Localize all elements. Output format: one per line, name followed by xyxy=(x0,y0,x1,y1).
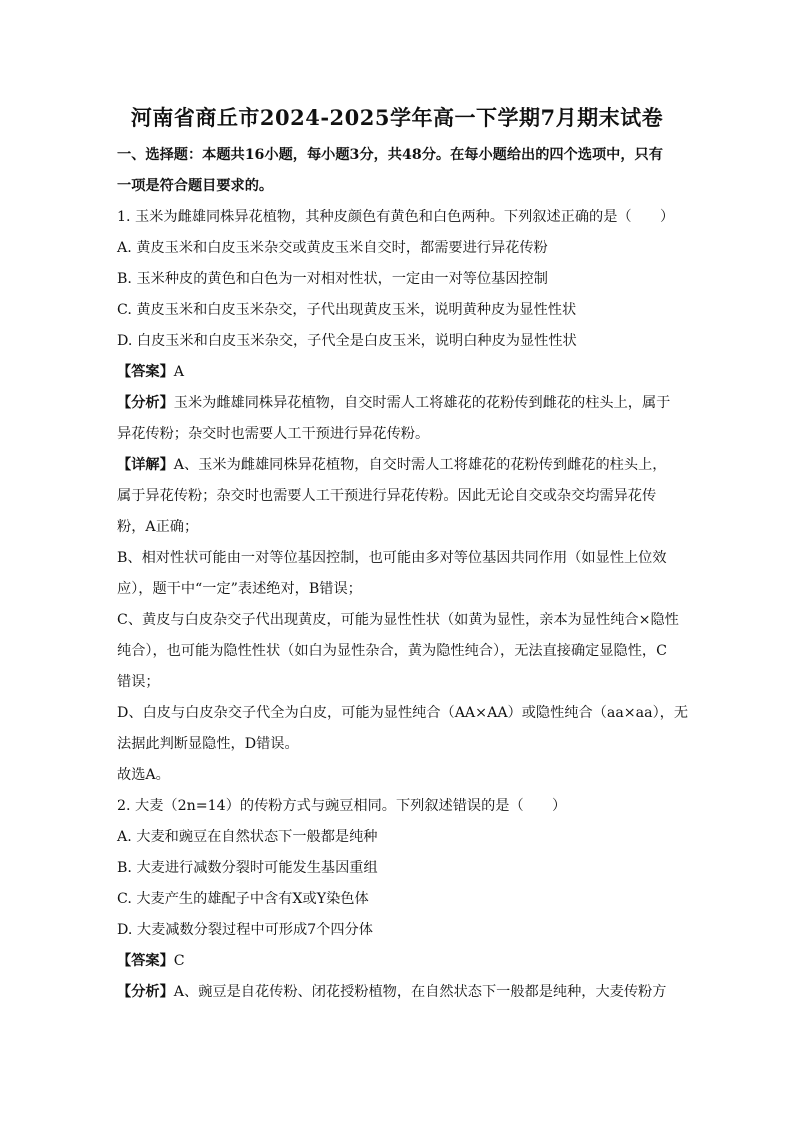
analysis-text: A、豌豆是自花传粉、闭花授粉植物，在自然状态下一般都是纯种，大麦传粉方 xyxy=(173,984,667,1000)
question-1-option-b: B. 玉米种皮的黄色和白色为一对相对性状，一定由一对等位基因控制 xyxy=(117,271,548,287)
question-1-detail-line-4: B、相对性状可能由一对等位基因控制，也可能由多对等位基因共同作用（如显性上位效 xyxy=(117,550,667,566)
question-1-detail-line-10: 法据此判断显隐性，D错误。 xyxy=(117,736,299,752)
question-1-detail-line-8: 错误； xyxy=(117,674,160,690)
answer-value: C xyxy=(173,953,185,969)
analysis-tag: 【分析】 xyxy=(117,395,174,411)
question-1-detail-line-2: 属于异花传粉；杂交时也需要人工干预进行异花传粉。因此无论自交或杂交均需异花传 xyxy=(117,488,657,504)
question-1-detail-line-1 xyxy=(117,455,677,475)
question-1-detail-line-6: C、黄皮与白皮杂交子代出现黄皮，可能为显性性状（如黄为显性，亲本为显性纯合×隐性 xyxy=(117,612,679,628)
answer-value: A xyxy=(173,364,185,380)
analysis-text: 玉米为雌雄同株异花植物，自交时需人工将雄花的花粉传到雌花的柱头上，属于 xyxy=(173,395,671,411)
question-2-answer xyxy=(117,951,677,971)
question-1-conclusion: 故选A。 xyxy=(117,767,170,783)
question-2-option-a: A. 大麦和豌豆在自然状态下一般都是纯种 xyxy=(117,829,378,845)
question-1-detail-line-3: 粉，A正确； xyxy=(117,519,199,535)
question-1-stem: 1. 玉米为雌雄同株异花植物，其种皮颜色有黄色和白色两种。下列叙述正确的是（ ） xyxy=(117,209,675,225)
question-2-stem: 2. 大麦（2n=14）的传粉方式与豌豆相同。下列叙述错误的是（ ） xyxy=(117,798,567,814)
question-1-option-c: C. 黄皮玉米和白皮玉米杂交，子代出现黄皮玉米，说明黄种皮为显性性状 xyxy=(117,302,577,318)
question-1-detail-line-7: 纯合），也可能为隐性性状（如白为显性杂合，黄为隐性纯合），无法直接确定显隐性，C xyxy=(117,643,667,659)
answer-tag: 【答案】 xyxy=(117,364,174,380)
question-2-option-c: C. 大麦产生的雄配子中含有X或Y染色体 xyxy=(117,891,369,907)
section-heading-line-1: 一、选择题：本题共16小题，每小题3分，共48分。在每小题给出的四个选项中，只有 xyxy=(117,147,663,163)
question-2-option-b: B. 大麦进行减数分裂时可能发生基因重组 xyxy=(117,860,378,876)
question-1-detail-line-9: D、白皮与白皮杂交子代全为白皮，可能为显性纯合（AA×AA）或隐性纯合（aa×aa），无 xyxy=(117,705,689,721)
question-1-analysis-line-2: 异花传粉；杂交时也需要人工干预进行异花传粉。 xyxy=(117,426,430,442)
answer-tag: 【答案】 xyxy=(117,953,174,969)
question-2-option-d: D. 大麦减数分裂过程中可形成7个四分体 xyxy=(117,922,373,938)
detail-text: A、玉米为雌雄同株异花植物，自交时需人工将雄花的花粉传到雌花的柱头上， xyxy=(173,457,667,473)
question-1-option-a: A. 黄皮玉米和白皮玉米杂交或黄皮玉米自交时，都需要进行异花传粉 xyxy=(117,240,548,256)
section-heading-line-2: 一项是符合题目要求的。 xyxy=(117,178,274,194)
question-1-option-d: D. 白皮玉米和白皮玉米杂交，子代全是白皮玉米，说明白种皮为显性性状 xyxy=(117,333,577,349)
question-1-detail-line-5: 应），题干中“一定”表述绝对，B错误； xyxy=(117,581,362,597)
page-title: 河南省商丘市2024-2025学年高一下学期7月期末试卷 xyxy=(130,105,664,130)
analysis-tag: 【分析】 xyxy=(117,984,174,1000)
question-1-answer xyxy=(117,362,677,382)
question-1-analysis-line-1 xyxy=(117,393,677,413)
detail-tag: 【详解】 xyxy=(117,457,174,473)
question-2-analysis-line-1 xyxy=(117,982,677,1002)
